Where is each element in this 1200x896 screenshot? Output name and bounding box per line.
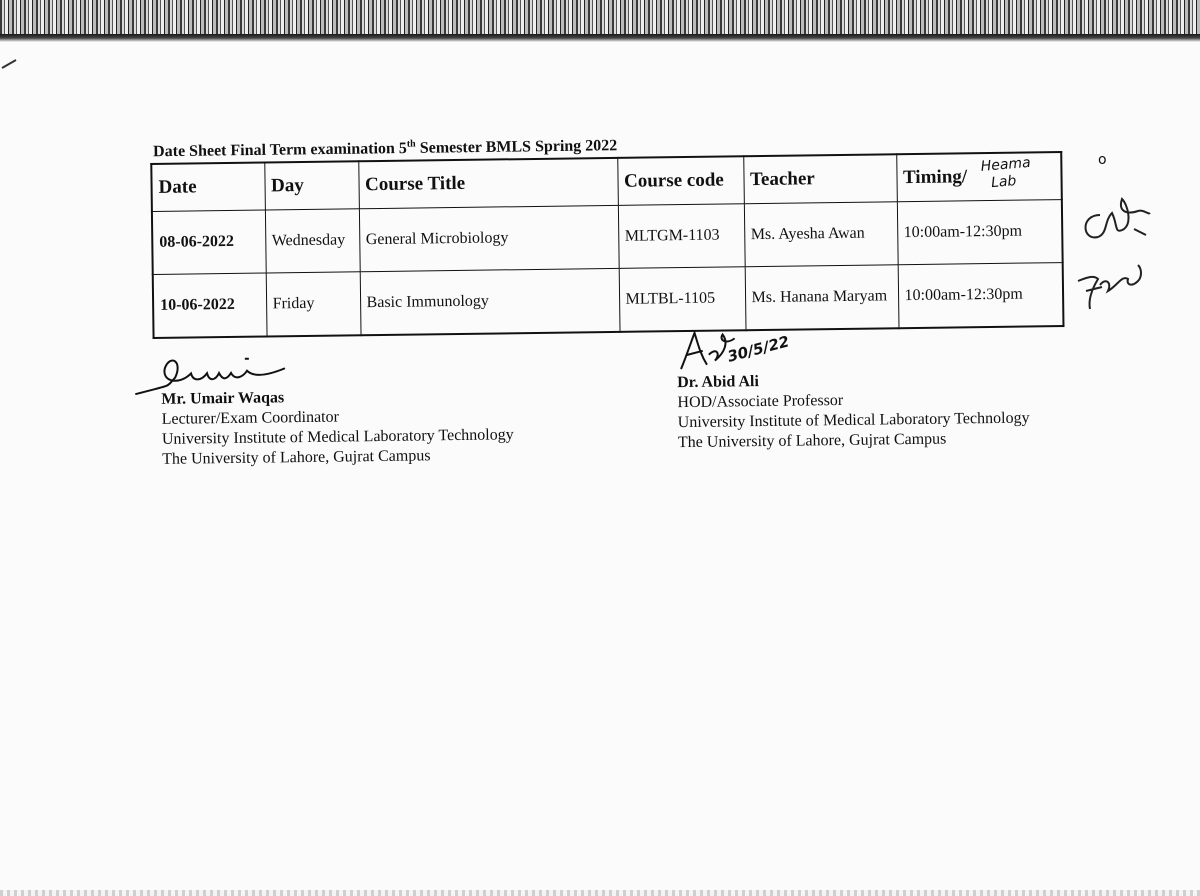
handwritten-date: 30/5/22 xyxy=(725,332,792,366)
header-timing xyxy=(896,152,1062,202)
cell-teacher: Ms. Hanana Maryam xyxy=(745,265,899,330)
table-row xyxy=(153,263,1064,338)
cell-timing: 10:00am-12:30pm xyxy=(897,200,1063,265)
cell-course-code: MLTGM-1103 xyxy=(618,204,745,269)
exam-schedule-table xyxy=(150,151,1064,339)
signatory-name: Mr. Umair Waqas xyxy=(161,389,285,408)
header-day: Day xyxy=(264,162,359,211)
cell-course-title: Basic Immunology xyxy=(360,269,620,336)
signatory-name: Dr. Abid Ali xyxy=(677,373,759,392)
signatory-campus: The University of Lahore, Gujrat Campus xyxy=(162,447,431,468)
header-teacher: Teacher xyxy=(743,155,897,204)
margin-signature-2 xyxy=(1072,255,1152,315)
header-course-code: Course code xyxy=(617,157,744,206)
cell-day: Wednesday xyxy=(265,209,360,273)
title-text-rest: Semester BMLS Spring 2022 xyxy=(419,137,618,157)
header-date: Date xyxy=(151,163,265,212)
handwritten-note-line-2: Lab xyxy=(989,173,1017,192)
margin-mark-top-left xyxy=(0,56,20,70)
signatory-right xyxy=(677,369,1030,454)
signatory-campus: The University of Lahore, Gujrat Campus xyxy=(677,430,947,452)
margin-dot-icon: o xyxy=(1098,152,1107,168)
cell-course-code: MLTBL-1105 xyxy=(619,267,746,332)
signatory-designation: Lecturer/Exam Coordinator xyxy=(161,408,339,428)
cell-date: 10-06-2022 xyxy=(153,273,267,338)
margin-signature-1 xyxy=(1078,185,1158,245)
title-superscript: th xyxy=(406,138,416,150)
title-text: Date Sheet Final Term examination 5 xyxy=(153,139,407,161)
cell-teacher: Ms. Ayesha Awan xyxy=(744,202,898,267)
signatory-designation: HOD/Associate Professor xyxy=(677,391,844,412)
header-timing-label: Timing/ xyxy=(902,166,968,189)
table-row xyxy=(152,200,1063,275)
handwritten-lab-note xyxy=(980,155,1033,193)
scan-edge-bottom xyxy=(0,890,1200,896)
signatory-institute: University Institute of Medical Laboratory Technology xyxy=(161,426,514,448)
date-sheet xyxy=(150,130,1068,468)
cell-date: 08-06-2022 xyxy=(152,210,266,274)
signatory-left xyxy=(161,385,514,470)
cell-course-title: General Microbiology xyxy=(359,206,619,272)
handwritten-note-line-1: Heama xyxy=(979,155,1031,176)
cell-day: Friday xyxy=(266,272,361,337)
cell-timing: 10:00am-12:30pm xyxy=(898,263,1064,329)
header-course-title: Course Title xyxy=(358,158,618,209)
scan-edge-top xyxy=(0,0,1200,38)
signatory-institute: University Institute of Medical Laboratory Technology xyxy=(677,409,1030,432)
